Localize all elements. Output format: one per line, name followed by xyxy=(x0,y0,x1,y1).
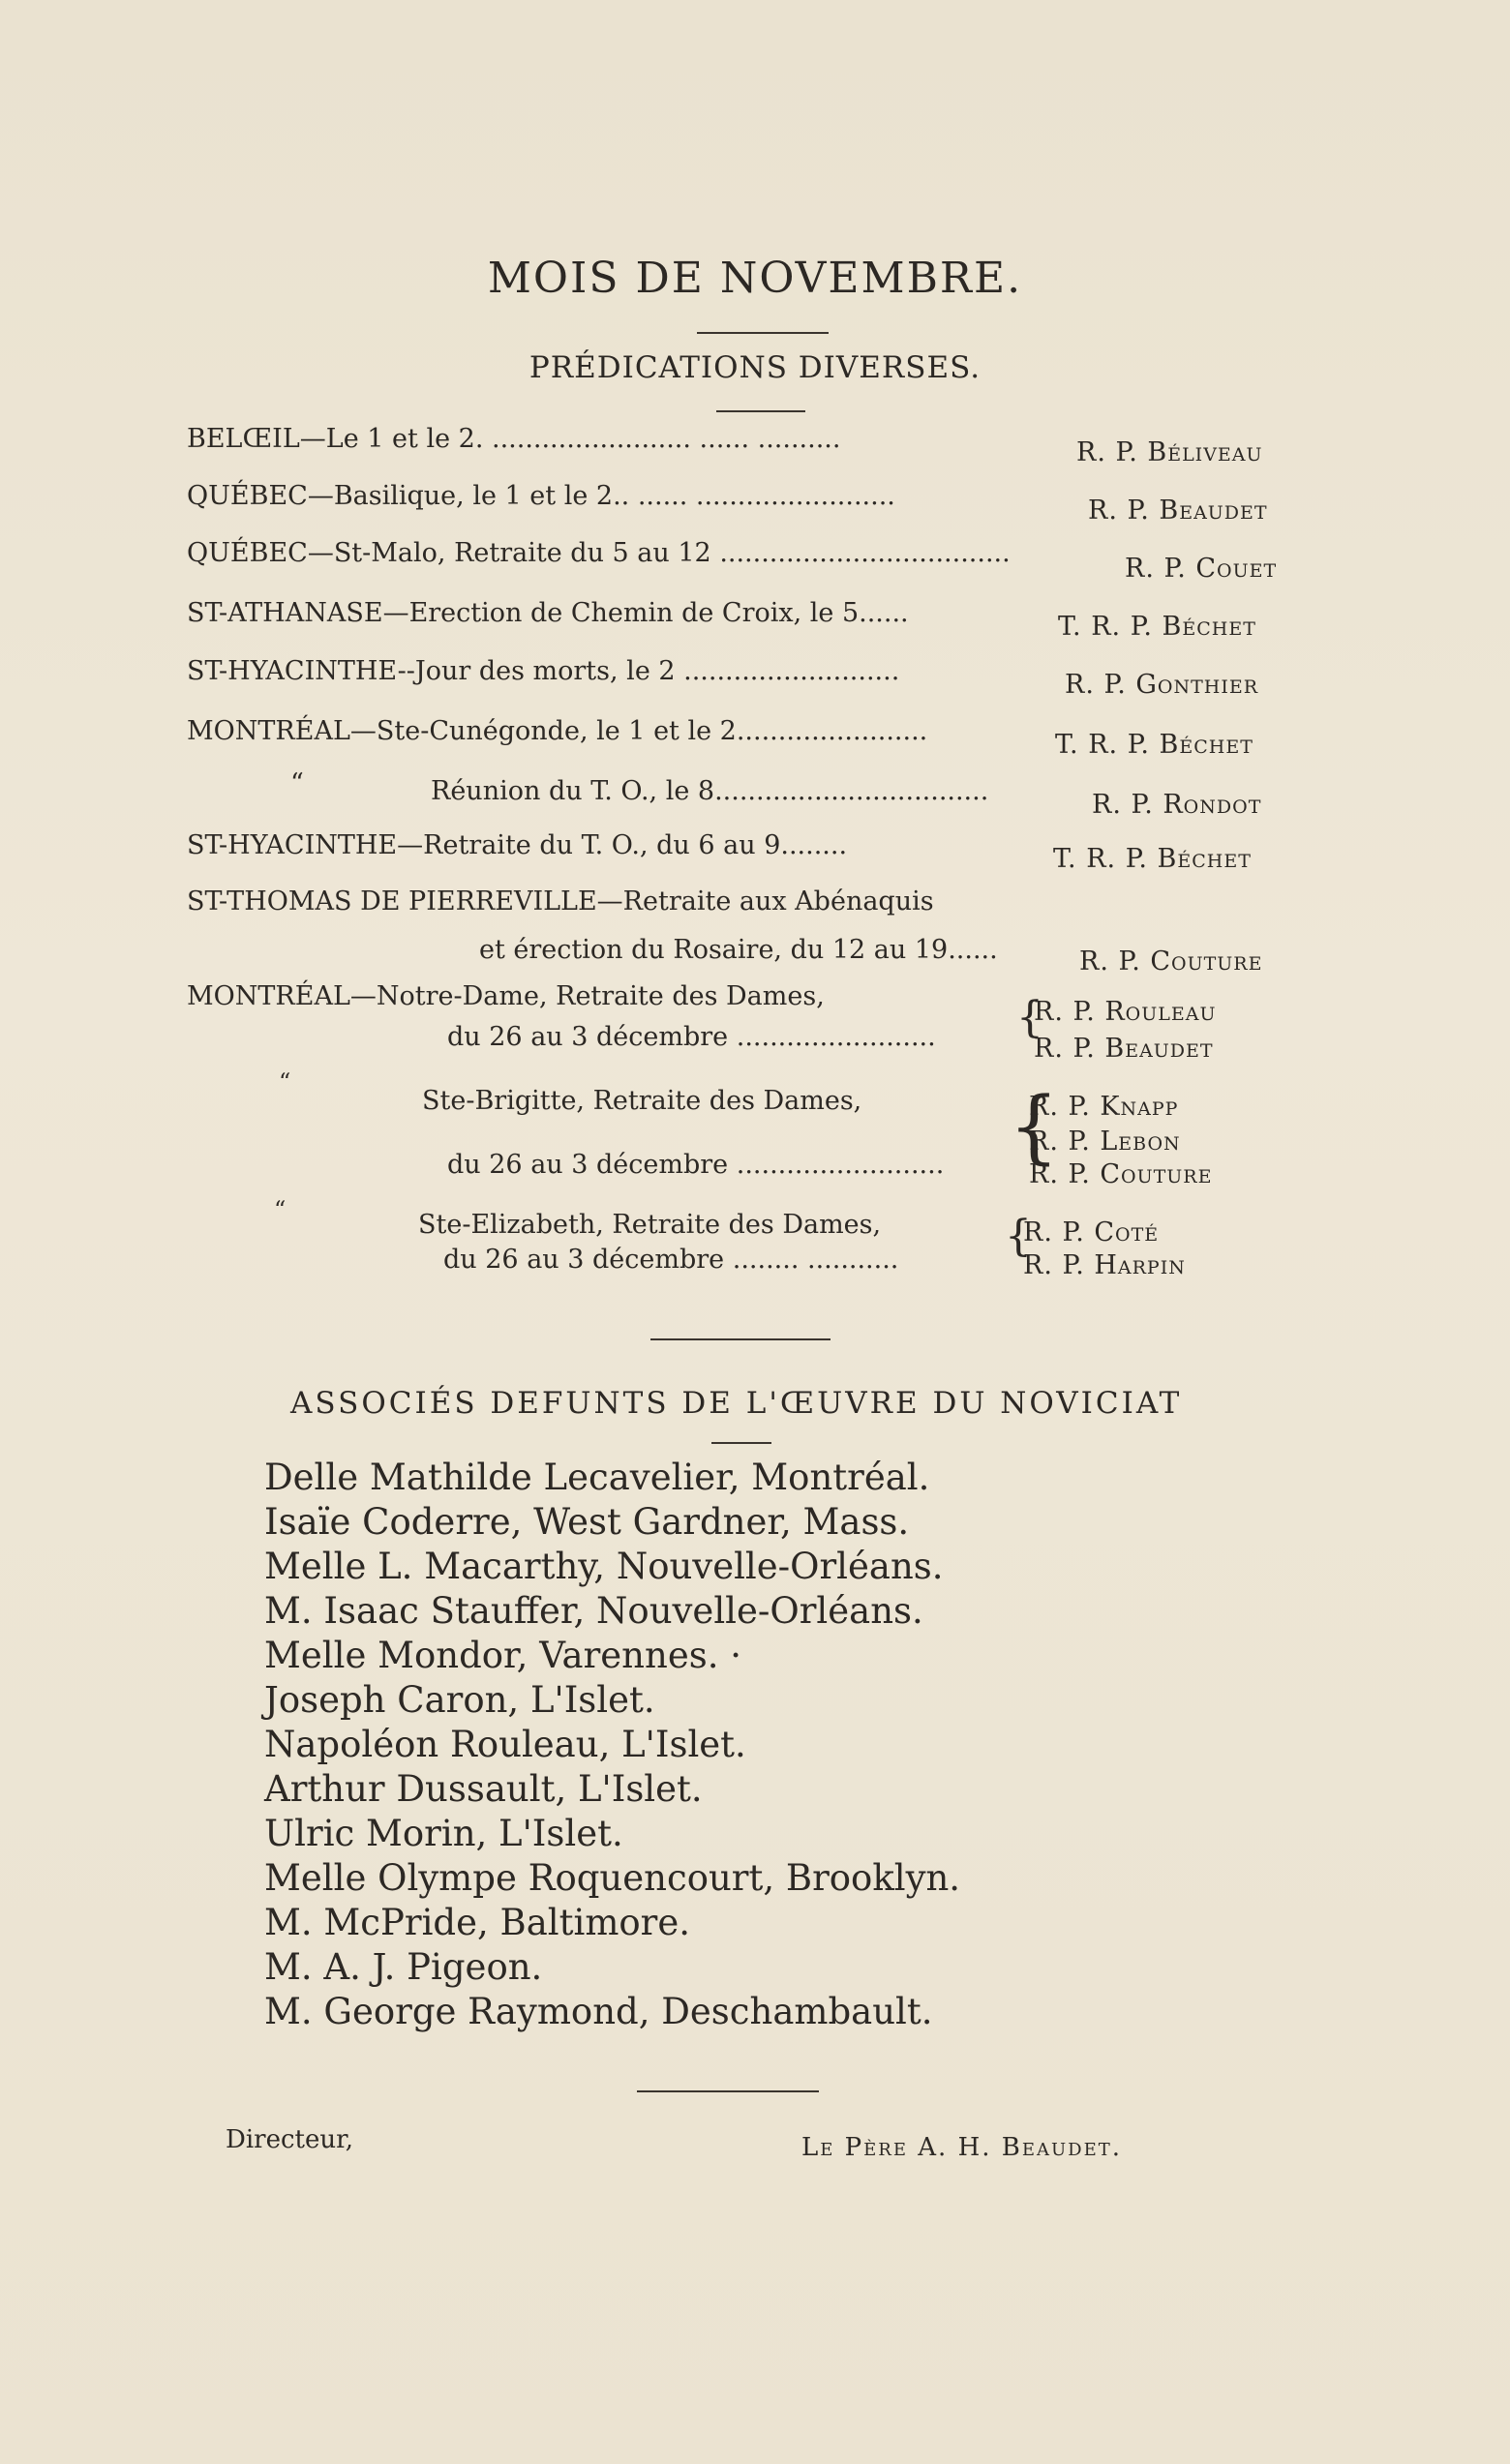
entry-preacher: T. R. P. Béchet xyxy=(1053,844,1252,874)
entry-preacher: R. P. Rondot xyxy=(1092,790,1262,820)
ste-brigitte-preacher: R. P. Lebon xyxy=(1029,1127,1181,1157)
predication-entry xyxy=(187,424,840,454)
entry-event: —Le 1 et le 2. ........................ ...... .......... xyxy=(299,424,841,454)
associate-item: Melle Olympe Roquencourt, Brooklyn. xyxy=(264,1857,961,1899)
associate-item: Arthur Dussault, L'Islet. xyxy=(264,1768,703,1810)
entry-event: Réunion du T. O., le 8................................. xyxy=(431,776,989,806)
entry-event: —Basilique, le 1 et le 2.. ...... ........................ xyxy=(307,481,895,511)
section-title-predications: PRÉDICATIONS DIVERSES. xyxy=(528,350,982,385)
pierreville-line1: ST-THOMAS DE PIERREVILLE—Retraite aux Abénaquis xyxy=(187,886,934,916)
predication-entry xyxy=(187,538,1011,568)
entry-place: QUÉBEC xyxy=(187,481,308,511)
associate-item: Napoléon Rouleau, L'Islet. xyxy=(264,1724,746,1765)
ste-brigitte-preacher: R. P. Knapp xyxy=(1029,1092,1179,1122)
entry-preacher: T. R. P. Béchet xyxy=(1055,730,1253,760)
footer-signature: Le Père A. H. Beaudet. xyxy=(801,2133,1123,2162)
entry-place: BELŒIL xyxy=(187,424,300,454)
footer-label: Directeur, xyxy=(226,2125,353,2154)
notre-dame-line2: du 26 au 3 décembre ........................ xyxy=(447,1022,936,1052)
section-title-associates: ASSOCIÉS DEFUNTS DE L'ŒUVRE DU NOVICIAT xyxy=(290,1386,1183,1421)
entry-preacher: R. P. Couet xyxy=(1125,554,1278,584)
associate-item: M. McPride, Baltimore. xyxy=(264,1902,691,1943)
associate-item: M. Isaac Stauffer, Nouvelle-Orléans. xyxy=(264,1590,923,1632)
entry-event: --Jour des morts, le 2 .......................... xyxy=(397,656,900,686)
entry-place: QUÉBEC xyxy=(187,538,308,568)
ste-elizabeth-line2: du 26 au 3 décembre ........ ........... xyxy=(443,1245,899,1275)
ste-elizabeth-preacher: R. P. Coté xyxy=(1023,1217,1160,1247)
predication-entry xyxy=(187,830,847,860)
associates-title-rule xyxy=(711,1442,771,1444)
entry-place: ST-HYACINTHE xyxy=(187,656,398,686)
brace-icon: { xyxy=(1009,1081,1060,1173)
brace-icon: { xyxy=(1016,993,1043,1042)
predication-entry xyxy=(187,481,895,511)
associate-item: M. George Raymond, Deschambault. xyxy=(264,1991,933,2032)
predication-entry xyxy=(187,598,909,628)
associate-item: Joseph Caron, L'Islet. xyxy=(264,1679,655,1721)
entry-place: MONTRÉAL xyxy=(187,716,350,746)
entry-preacher: R. P. Béliveau xyxy=(1076,437,1263,467)
entry-place: ST-ATHANASE xyxy=(187,598,383,628)
notre-dame-line1: MONTRÉAL—Notre-Dame, Retraite des Dames, xyxy=(187,981,825,1011)
ste-brigitte-line2: du 26 au 3 décembre ......................... xyxy=(447,1150,945,1180)
associate-item: M. A. J. Pigeon. xyxy=(264,1946,543,1988)
entry-event: —Retraite du T. O., du 6 au 9........ xyxy=(397,830,848,860)
subtitle-rule xyxy=(716,410,805,412)
page-title: MOIS DE NOVEMBRE. xyxy=(487,254,1023,303)
entry-preacher: R. P. Beaudet xyxy=(1088,496,1268,526)
pierreville-line2: et érection du Rosaire, du 12 au 19...... xyxy=(479,935,998,965)
entry-event: —St-Malo, Retraite du 5 au 12 ................................... xyxy=(307,538,1011,568)
ditto-mark: “ xyxy=(279,1068,291,1096)
title-rule xyxy=(697,332,829,334)
predication-entry xyxy=(187,716,927,746)
predication-entry xyxy=(187,656,899,686)
associate-item: Delle Mathilde Lecavelier, Montréal. xyxy=(264,1457,930,1498)
associate-item: Ulric Morin, L'Islet. xyxy=(264,1813,623,1854)
ste-elizabeth-preacher: R. P. Harpin xyxy=(1023,1250,1186,1280)
notre-dame-preacher: R. P. Rouleau xyxy=(1034,997,1217,1027)
ste-brigitte-line1: Ste-Brigitte, Retraite des Dames, xyxy=(422,1086,862,1116)
ditto-mark: “ xyxy=(274,1196,287,1223)
entry-event: —Erection de Chemin de Croix, le 5...... xyxy=(382,598,909,628)
entry-event: —Ste-Cunégonde, le 1 et le 2....................... xyxy=(349,716,928,746)
entry-place: ST-HYACINTHE xyxy=(187,830,398,860)
associate-item: Melle L. Macarthy, Nouvelle-Orléans. xyxy=(264,1546,944,1587)
pierreville-preacher: R. P. Couture xyxy=(1079,947,1263,977)
section-divider xyxy=(650,1338,830,1340)
notre-dame-preacher: R. P. Beaudet xyxy=(1034,1034,1214,1064)
ste-brigitte-preacher: R. P. Couture xyxy=(1029,1159,1213,1189)
ste-elizabeth-line1: Ste-Elizabeth, Retraite des Dames, xyxy=(418,1210,882,1240)
ditto-mark: “ xyxy=(290,768,304,798)
footer-rule xyxy=(637,2090,819,2092)
entry-preacher: T. R. P. Béchet xyxy=(1058,612,1256,642)
brace-icon: { xyxy=(1005,1212,1032,1261)
entry-preacher: R. P. Gonthier xyxy=(1065,670,1259,700)
associate-item: Isaïe Coderre, West Gardner, Mass. xyxy=(264,1501,910,1543)
associate-item: Melle Mondor, Varennes. · xyxy=(264,1635,741,1676)
